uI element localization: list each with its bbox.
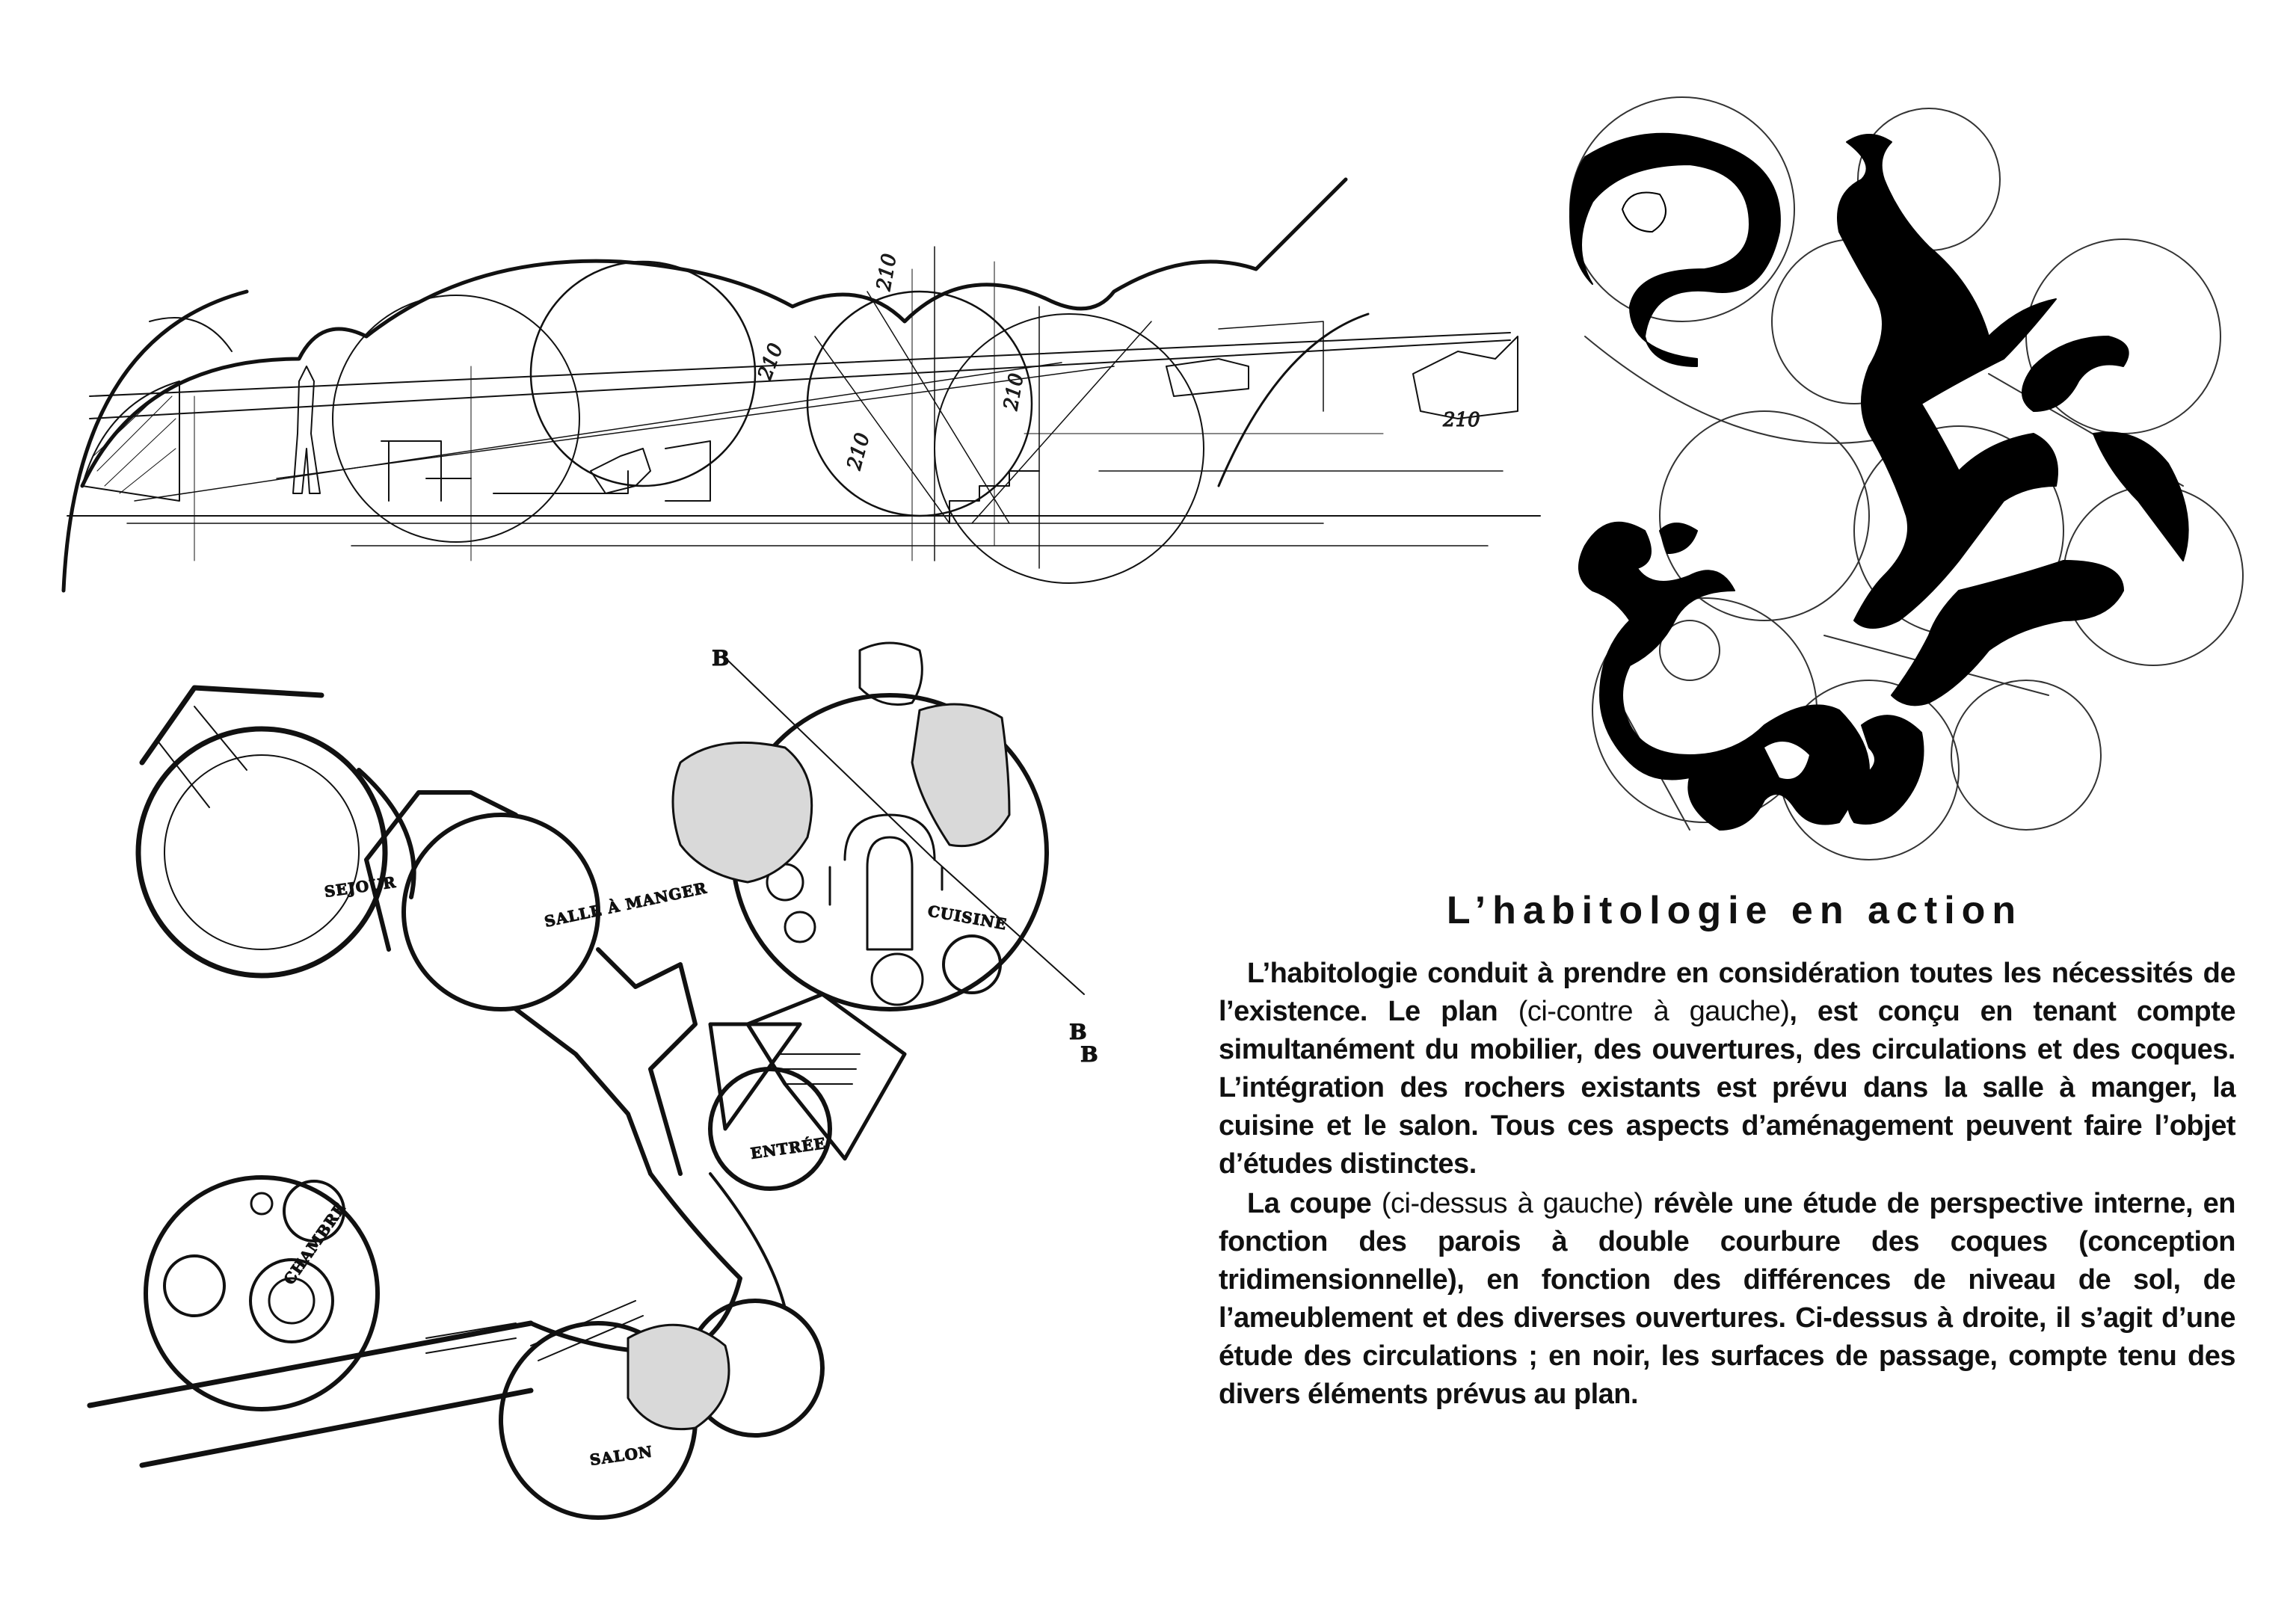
section-circle <box>531 262 755 486</box>
article-title: L’habitologie en action <box>1446 889 2023 932</box>
section-diagonal-line <box>867 292 1009 523</box>
section-perspective-line <box>135 363 1062 501</box>
section-furniture <box>1219 321 1323 411</box>
section-dimension-label: 210 <box>843 431 875 472</box>
paragraph-section-reference: (ci-dessus à gauche) <box>1381 1188 1643 1219</box>
room-label-salle-a-manger: SALLE À MANGER <box>543 878 709 931</box>
plan-rock <box>673 742 812 882</box>
section-hatching <box>93 396 176 493</box>
section-marker: B <box>1080 1042 1098 1067</box>
plan-room-inner <box>164 755 359 949</box>
room-label-chambre: CHAMBRE <box>280 1199 350 1288</box>
section-furniture <box>665 441 710 501</box>
plan-furniture <box>872 954 923 1005</box>
paragraph-plan <box>1219 955 2235 1183</box>
section-dimension-label: 210 <box>754 340 788 384</box>
plan-furniture <box>785 912 815 942</box>
circulation-circle <box>1951 680 2101 830</box>
plan-rock <box>912 704 1009 846</box>
section-dome-profile <box>82 179 1346 486</box>
article-body <box>1219 955 2235 1415</box>
section-diagonal-line <box>815 336 950 523</box>
section-furniture <box>381 441 471 501</box>
circulation-drawing <box>1540 112 2243 860</box>
section-marker: B <box>712 646 730 671</box>
room-label-entree: ENTRÉE <box>749 1134 828 1162</box>
plan-room-entree <box>710 1069 830 1189</box>
section-dimension-label: 210 <box>872 252 902 293</box>
paragraph-section <box>1219 1185 2235 1414</box>
circulation-void <box>1622 193 1666 232</box>
room-label-cuisine: CUISINE <box>926 902 1009 934</box>
plan-corridor <box>531 1174 740 1353</box>
section-dimension-label: 210 <box>1443 409 1480 431</box>
circulation-surface <box>1570 134 1780 366</box>
section-diagonal-line <box>972 321 1151 523</box>
paragraph-plan-part-3: , est conçu en tenant compte simultanément du mobilier, des ouvertures, des circulations et des coques. L’intégration des rochers existants est prévu dans la salle à manger, la cuisine et le salon. Tous ces aspects d’aménagement peuvent faire l’objet d’études distinctes. <box>1219 996 2236 1180</box>
circulation-surface <box>2093 432 2188 561</box>
paragraph-plan-reference: (ci-contre à gauche) <box>1518 996 1790 1027</box>
room-label-salon: SALON <box>588 1442 654 1469</box>
circulation-surface <box>2022 336 2129 411</box>
plan-drawing <box>112 635 1144 1592</box>
plan-furniture <box>867 837 912 949</box>
plan-stairs <box>778 1054 860 1084</box>
plan-furniture <box>251 1193 272 1214</box>
plan-wall <box>516 1009 650 1174</box>
section-circle <box>935 314 1204 583</box>
plan-wall <box>598 949 695 1174</box>
circulation-surface <box>1660 523 1697 553</box>
section-cut-line <box>935 860 1084 994</box>
plan-entry-hall <box>748 994 905 1159</box>
room-label-sejour: SEJOUR <box>323 872 398 901</box>
plan-rock <box>628 1325 729 1429</box>
section-furniture <box>493 471 628 493</box>
section-perspective-line <box>90 333 1510 396</box>
paragraph-section-part-1: La coupe <box>1247 1188 1382 1219</box>
section-drawing <box>52 172 1563 650</box>
section-left-shell <box>82 381 179 501</box>
plan-furniture <box>164 1256 224 1316</box>
section-dimension-label: 210 <box>1000 372 1029 413</box>
circulation-surface <box>1579 523 1869 830</box>
section-perspective-line <box>277 366 1114 478</box>
plan-room-sejour <box>138 729 385 976</box>
paragraph-plan-part-1: L’habitologie conduit à prendre en considération toutes les nécessités de l’existence. Le plan <box>1219 958 2235 1027</box>
plan-furniture <box>830 815 942 905</box>
paragraph-section-part-3: révèle une étude de perspective interne, en fonction des parois à double courbure des coques (conception tridimensionnelle), en fonction des différences de niveau de sol, de l’ameublement et des diverses ouvertures. Ci-dessus à droite, il s’agit d’une étude des circulations ; en noir, les surfaces de passage, compte tenu des divers éléments prévus au plan. <box>1219 1188 2235 1410</box>
section-figure <box>1413 336 1518 419</box>
section-marker: B <box>1069 1020 1087 1044</box>
section-furniture <box>1166 359 1249 396</box>
plan-wall <box>710 1024 800 1129</box>
plan-corridor <box>710 1174 785 1308</box>
